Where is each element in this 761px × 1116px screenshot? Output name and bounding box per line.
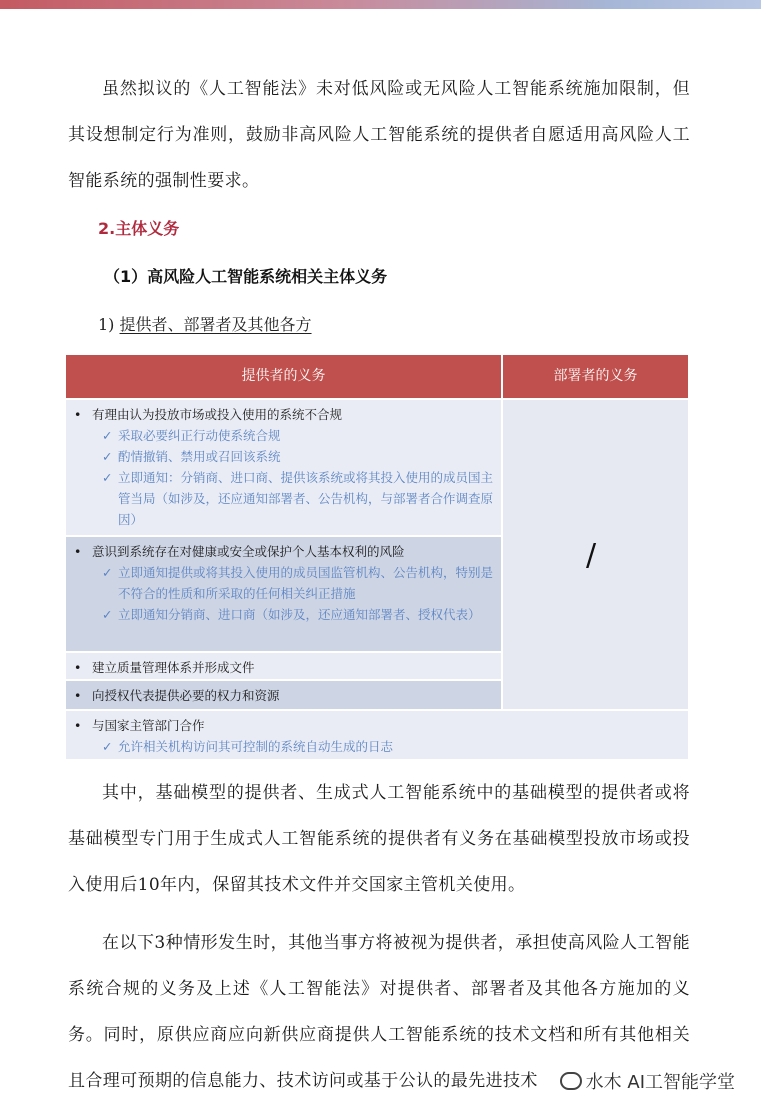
obligation-item: • 向授权代表提供必要的权力和资源: [72, 685, 495, 706]
obligation-subitem: ✓ 采取必要纠正行动使系统合规: [72, 425, 495, 446]
table-header-row: [66, 355, 688, 398]
table-row: [66, 681, 501, 709]
obligation-subitem: ✓ 酌情撤销、禁用或召回该系统: [72, 446, 495, 467]
paragraph-intro: 虽然拟议的《人工智能法》未对低风险或无风险人工智能系统施加限制，但其设想制定行为准则，鼓励非高风险人工智能系统的提供者自愿适用高风险人工智能系统的强制性要求。: [68, 79, 690, 191]
obligation-item: • 有理由认为投放市场或投入使用的系统不合规: [72, 404, 495, 425]
subsection-heading: （1）高风险人工智能系统相关主体义务: [104, 267, 388, 286]
top-gradient-bar: [0, 0, 761, 9]
obligation-item: • 与国家主管部门合作: [72, 715, 682, 736]
table-row: [66, 400, 501, 535]
table-row: [66, 537, 501, 651]
table-row: [66, 653, 501, 679]
paragraph-other-parties: 在以下3种情形发生时，其他当事方将被视为提供者，承担使高风险人工智能系统合规的义务及上述《人工智能法》对提供者、部署者及其他各方施加的义务。同时，原供应商应向新供应商提供人工智能系统的技术文档和所有其他相关且合理可预期的信息能力、技术访问或基于公认的最先进技术: [68, 933, 690, 1091]
item-heading-number: 1): [98, 315, 120, 334]
bullet-icon: •: [74, 688, 82, 703]
table-row: [66, 711, 688, 759]
header-provider: 提供者的义务: [66, 355, 501, 398]
obligation-item: • 意识到系统存在对健康或安全或保护个人基本权利的风险: [72, 541, 495, 562]
obligation-item: • 建立质量管理体系并形成文件: [72, 657, 495, 678]
bullet-icon: •: [74, 407, 82, 422]
watermark: 水木 AI工智能学堂: [556, 1068, 739, 1094]
obligation-subitem: ✓ 立即通知提供或将其投入使用的成员国监管机构、公告机构，特别是不符合的性质和所采取的任何相关纠正措施: [72, 562, 495, 604]
item-heading: [98, 312, 312, 335]
obligation-subitem: ✓ 立即通知：分销商、进口商、提供该系统或将其投入使用的成员国主管当局（如涉及，还应通知部署者、公告机构，与部署者合作调查原因）: [72, 467, 495, 530]
check-icon: ✓: [102, 607, 113, 622]
obligation-subitem: ✓ 允许相关机构访问其可控制的系统自动生成的日志: [72, 736, 682, 757]
obligation-subitem: ✓ 立即通知分销商、进口商（如涉及，还应通知部署者、授权代表）: [72, 604, 495, 625]
check-icon: ✓: [102, 449, 113, 464]
check-icon: ✓: [102, 739, 113, 754]
bullet-icon: •: [74, 660, 82, 675]
bullet-icon: •: [74, 544, 82, 559]
check-icon: ✓: [102, 428, 113, 443]
section-heading: 2.主体义务: [98, 219, 180, 238]
check-icon: ✓: [102, 565, 113, 580]
paragraph-foundation-models: 其中，基础模型的提供者、生成式人工智能系统中的基础模型的提供者或将基础模型专门用于生成式人工智能系统的提供者有义务在基础模型投放市场或投入使用后10年内，保留其技术文件并交国家主管机关使用。: [68, 783, 690, 895]
deployer-value: /: [586, 538, 597, 573]
wechat-icon: [560, 1072, 582, 1090]
check-icon: ✓: [102, 470, 113, 485]
item-heading-text: 提供者、部署者及其他各方: [119, 315, 312, 334]
header-deployer: 部署者的义务: [503, 355, 688, 398]
bullet-icon: •: [74, 718, 82, 733]
